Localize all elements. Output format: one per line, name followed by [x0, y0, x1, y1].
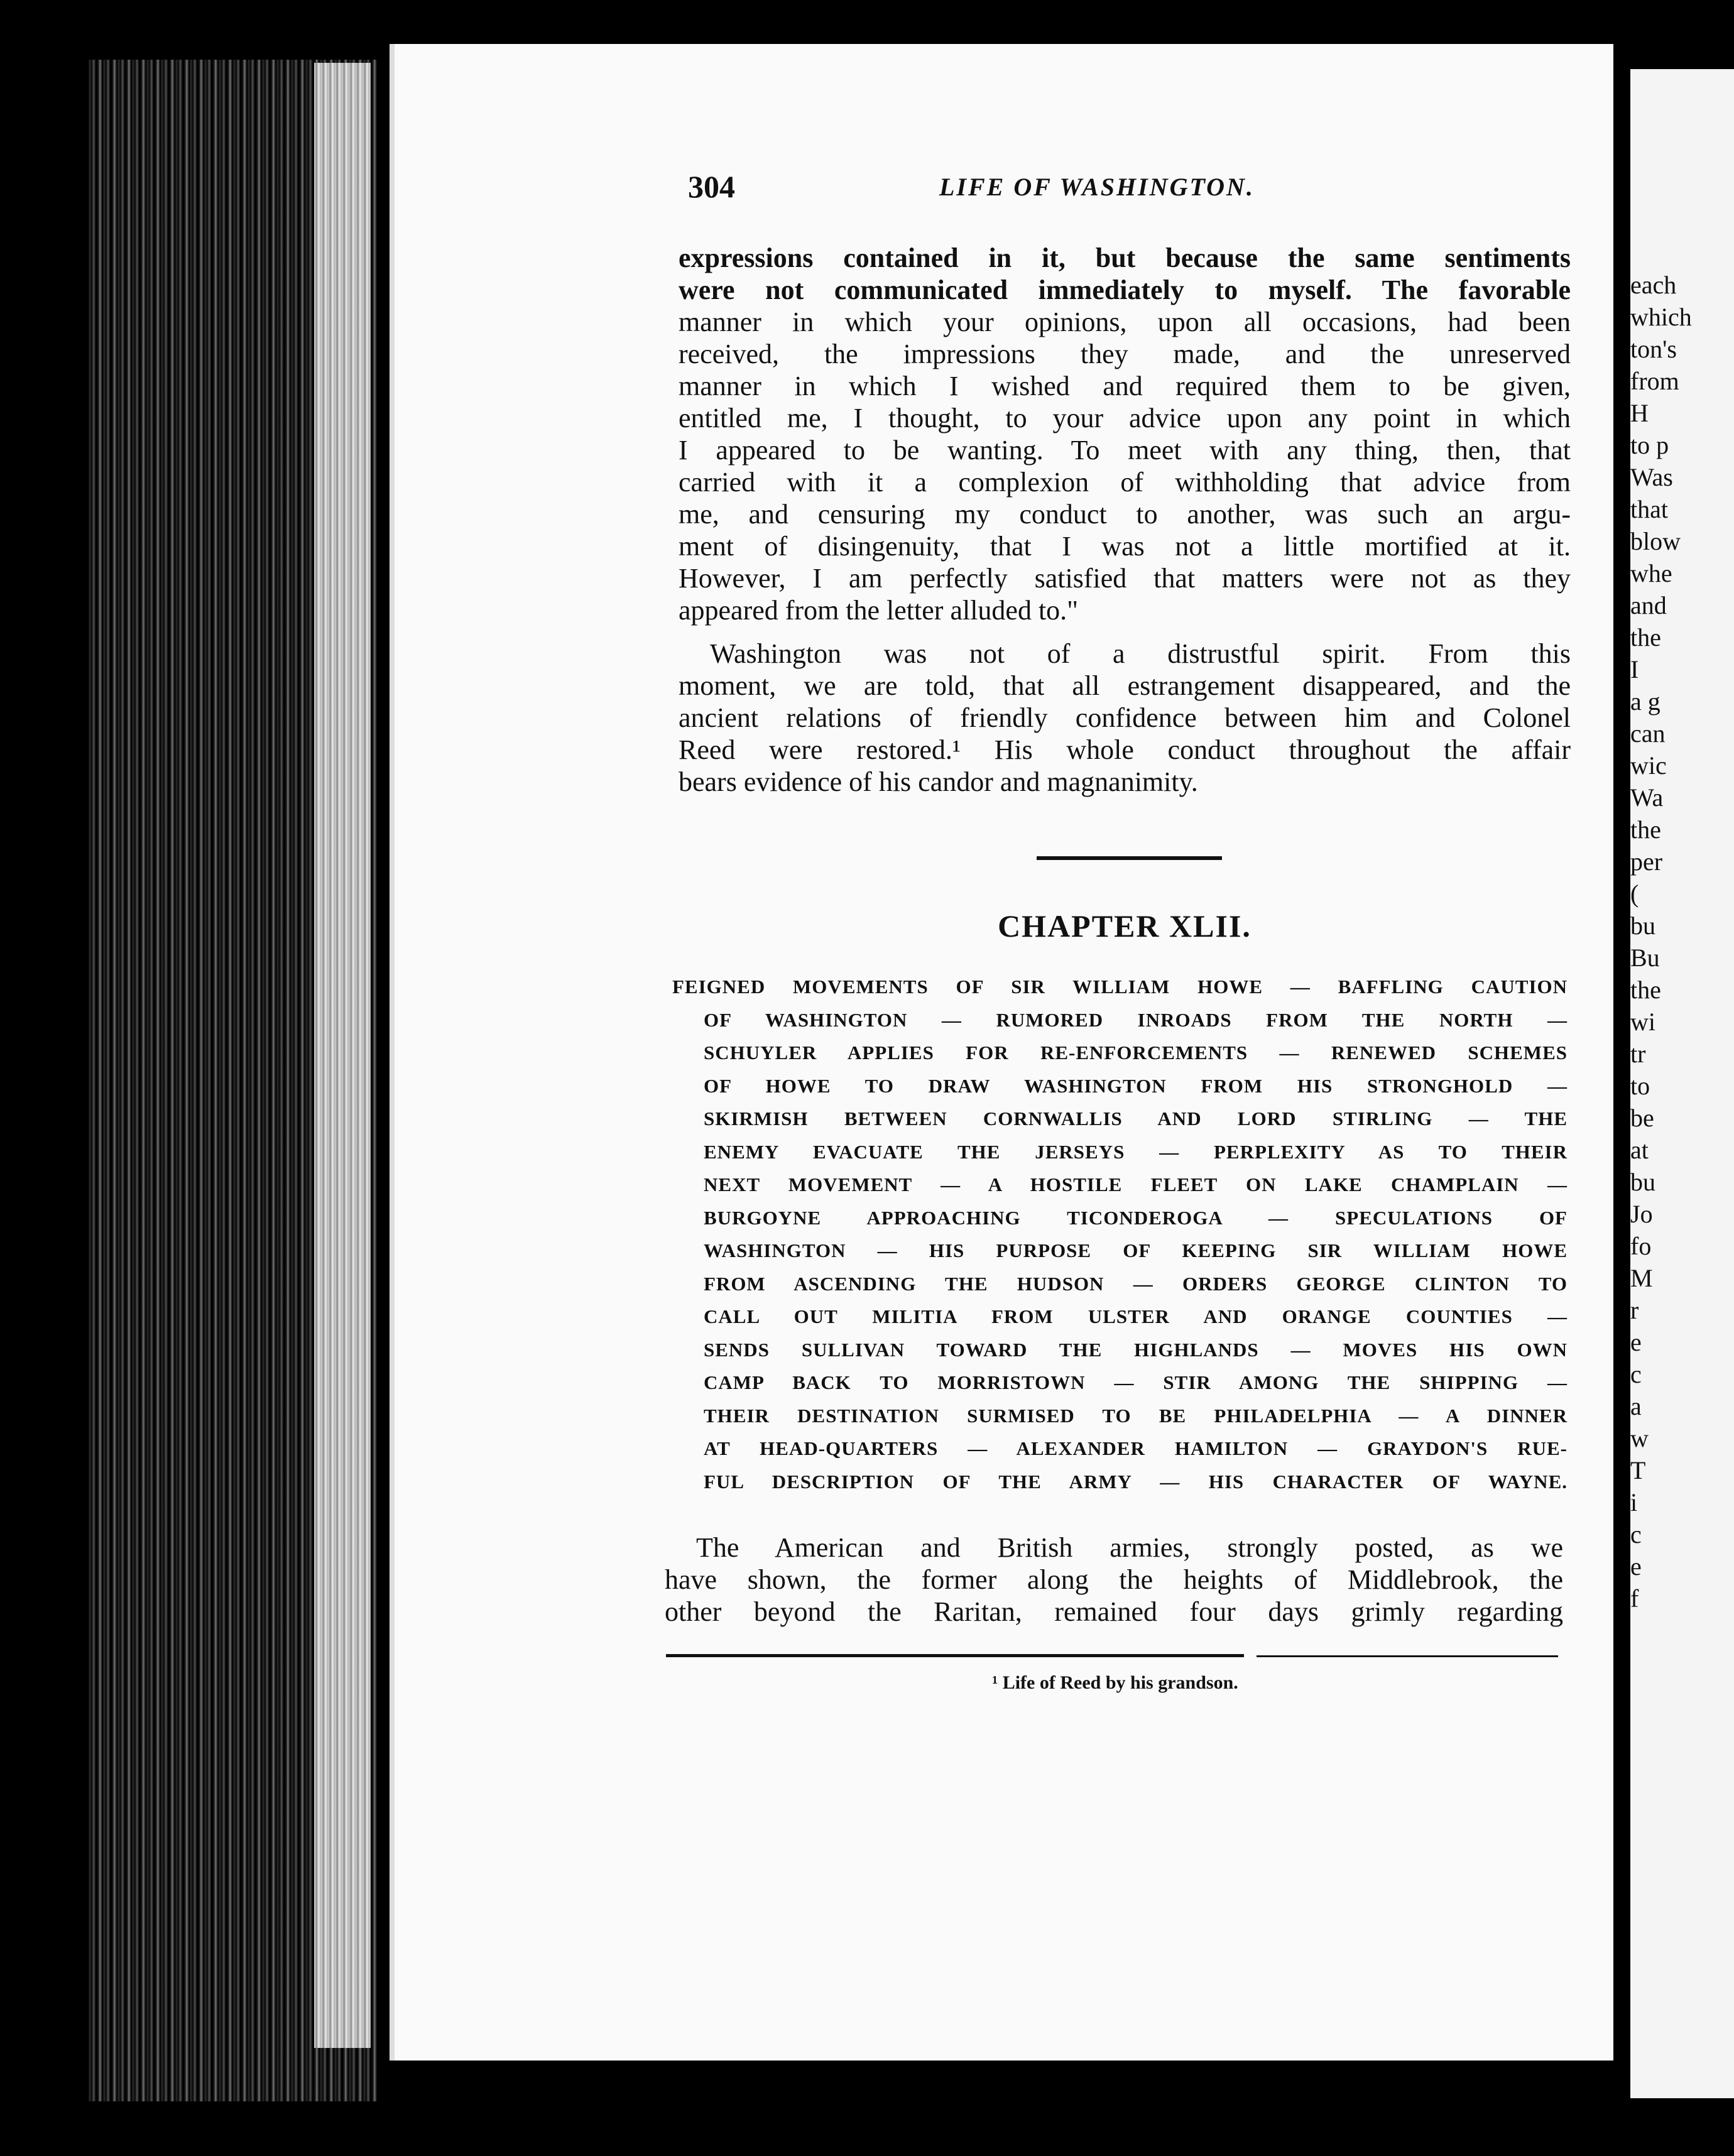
right-page-text-fragment: i: [1630, 1488, 1638, 1516]
right-page-text-fragment: per: [1630, 847, 1663, 876]
text-line: received, the impressions they made, and the unreserved: [679, 339, 1571, 369]
page-header: [688, 168, 1348, 212]
right-page-text-fragment: the: [1630, 976, 1661, 1004]
text-line: entitled me, I thought, to your advice upon any point in which: [679, 403, 1571, 433]
synopsis-line: NEXT MOVEMENT — A HOSTILE FLEET ON LAKE CHAMPLAIN —: [704, 1173, 1568, 1195]
running-head: LIFE OF WASHINGTON.: [939, 173, 1255, 201]
right-page-text-fragment: fo: [1630, 1232, 1652, 1260]
right-page-text-fragment: a: [1630, 1392, 1642, 1420]
right-page-text-fragment: can: [1630, 719, 1666, 748]
right-page-text-fragment: which: [1630, 303, 1692, 331]
right-page-text-fragment: w: [1630, 1424, 1649, 1452]
right-page-text-fragment: Wa: [1630, 783, 1664, 812]
right-page-text-fragment: bu: [1630, 1168, 1655, 1196]
text-line: I appeared to be wanting. To meet with any thing, then, that: [679, 435, 1571, 466]
right-page-text-fragment: be: [1630, 1104, 1654, 1132]
right-page-text-fragment: ton's: [1630, 335, 1677, 363]
synopsis-line: FUL DESCRIPTION OF THE ARMY — HIS CHARACTER OF WAYNE.: [704, 1470, 1568, 1493]
right-page-text-fragment: f: [1630, 1584, 1639, 1613]
right-page-text-fragment: from: [1630, 367, 1679, 395]
right-page-text-fragment: H: [1630, 399, 1649, 427]
text-line: ment of disingenuity, that I was not a little mortified at it.: [679, 531, 1571, 562]
right-page-text-fragment: the: [1630, 815, 1661, 844]
text-line: other beyond the Raritan, remained four days grimly regarding: [665, 1596, 1563, 1627]
right-page-text-fragment: c: [1630, 1360, 1642, 1388]
right-page-text-fragment: bu: [1630, 912, 1655, 940]
synopsis-line: OF HOWE TO DRAW WASHINGTON FROM HIS STRONGHOLD —: [704, 1074, 1568, 1097]
text-line: moment, we are told, that all estrangement disappeared, and the: [679, 670, 1571, 701]
right-page-text-fragment: Bu: [1630, 944, 1660, 972]
right-page-text-fragment: a g: [1630, 687, 1660, 716]
text-line: Reed were restored.¹ His whole conduct throughout the affair: [679, 734, 1571, 765]
right-page-text-fragment: wic: [1630, 751, 1667, 780]
text-line: bears evidence of his candor and magnanimity.: [679, 766, 1198, 797]
right-page-text-fragment: to: [1630, 1072, 1650, 1100]
right-page-text-fragment: blow: [1630, 527, 1681, 555]
text-line: ancient relations of friendly confidence between him and Colonel: [679, 702, 1571, 733]
text-line: carried with it a complexion of withholding that advice from: [679, 467, 1571, 498]
text-line: me, and censuring my conduct to another, was such an argu-: [679, 499, 1571, 530]
right-page-text-fragment: T: [1630, 1456, 1646, 1484]
text-line: The American and British armies, strongly posted, as we: [696, 1532, 1563, 1563]
right-page-text-fragment: e: [1630, 1328, 1642, 1356]
synopsis-line: WASHINGTON — HIS PURPOSE OF KEEPING SIR WILLIAM HOWE: [704, 1239, 1568, 1261]
right-page-text-fragment: r: [1630, 1296, 1639, 1324]
chapter-title: CHAPTER XLII.: [998, 908, 1251, 944]
synopsis-line: CAMP BACK TO MORRISTOWN — STIR AMONG THE SHIPPING —: [704, 1371, 1568, 1393]
right-page-text-fragment: whe: [1630, 559, 1672, 587]
right-page-text-fragment: e: [1630, 1552, 1642, 1581]
right-page-text-fragment: Was: [1630, 463, 1673, 491]
text-line: However, I am perfectly satisfied that matters were not as they: [679, 563, 1571, 594]
synopsis-line: SKIRMISH BETWEEN CORNWALLIS AND LORD STIRLING — THE: [704, 1108, 1568, 1130]
text-line: appeared from the letter alluded to.": [679, 595, 1079, 626]
right-page-text-fragment: c: [1630, 1520, 1642, 1549]
text-line: manner in which your opinions, upon all occasions, had been: [679, 307, 1571, 337]
synopsis-line: OF WASHINGTON — RUMORED INROADS FROM THE NORTH —: [704, 1008, 1568, 1031]
footnote-rule: [666, 1654, 1244, 1657]
text-line: expressions contained in it, but because the same sentiments: [679, 242, 1571, 273]
right-page-text-fragment: (: [1630, 879, 1639, 908]
right-page-text-fragment: to p: [1630, 431, 1669, 459]
right-page-text-fragment: the: [1630, 623, 1661, 651]
page-number: 304: [688, 169, 735, 204]
right-page-text-fragment: Jo: [1630, 1200, 1653, 1228]
synopsis-line: FEIGNED MOVEMENTS OF SIR WILLIAM HOWE — BAFFLING CAUTION: [672, 976, 1568, 998]
synopsis-line: THEIR DESTINATION SURMISED TO BE PHILADELPHIA — A DINNER: [704, 1404, 1568, 1427]
chapter-synopsis: [672, 971, 1568, 1498]
synopsis-line: SENDS SULLIVAN TOWARD THE HIGHLANDS — MOVES HIS OWN: [704, 1338, 1568, 1361]
letter-quote: [679, 242, 1571, 626]
book-page-edges-highlight: [314, 63, 371, 2048]
right-page-text-fragment: tr: [1630, 1040, 1646, 1068]
text-line: have shown, the former along the heights of Middlebrook, the: [665, 1564, 1563, 1595]
right-page-text-fragment: M: [1630, 1264, 1653, 1292]
right-page-text-fragment: I: [1630, 655, 1639, 683]
footnote: ¹ Life of Reed by his grandson.: [992, 1672, 1238, 1693]
right-page-text-fragment: wi: [1630, 1008, 1655, 1036]
synopsis-line: AT HEAD-QUARTERS — ALEXANDER HAMILTON — GRAYDON'S RUE-: [704, 1437, 1568, 1459]
text-line: were not communicated immediately to myself. The favorable: [679, 275, 1571, 305]
section-divider: [1037, 856, 1222, 860]
synopsis-line: ENEMY EVACUATE THE JERSEYS — PERPLEXITY AS TO THEIR: [704, 1140, 1568, 1163]
right-page-text-fragment: that: [1630, 495, 1668, 523]
right-page-text-fragment: each: [1630, 271, 1677, 299]
synopsis-line: SCHUYLER APPLIES FOR RE-ENFORCEMENTS — RENEWED SCHEMES: [704, 1042, 1568, 1064]
text-line: Washington was not of a distrustful spirit. From this: [710, 638, 1571, 669]
paragraph: [679, 638, 1571, 798]
synopsis-line: FROM ASCENDING THE HUDSON — ORDERS GEORGE CLINTON TO: [704, 1272, 1568, 1295]
right-page-text-fragment: and: [1630, 591, 1667, 619]
right-page-text-fragment: at: [1630, 1136, 1649, 1164]
chapter-opening: [665, 1532, 1563, 1628]
synopsis-line: BURGOYNE APPROACHING TICONDEROGA — SPECULATIONS OF: [704, 1206, 1568, 1229]
footnote-rule: [1257, 1655, 1558, 1657]
synopsis-line: CALL OUT MILITIA FROM ULSTER AND ORANGE COUNTIES —: [704, 1305, 1568, 1327]
text-line: manner in which I wished and required them to be given,: [679, 371, 1571, 401]
right-page-edge: [1630, 69, 1734, 2098]
